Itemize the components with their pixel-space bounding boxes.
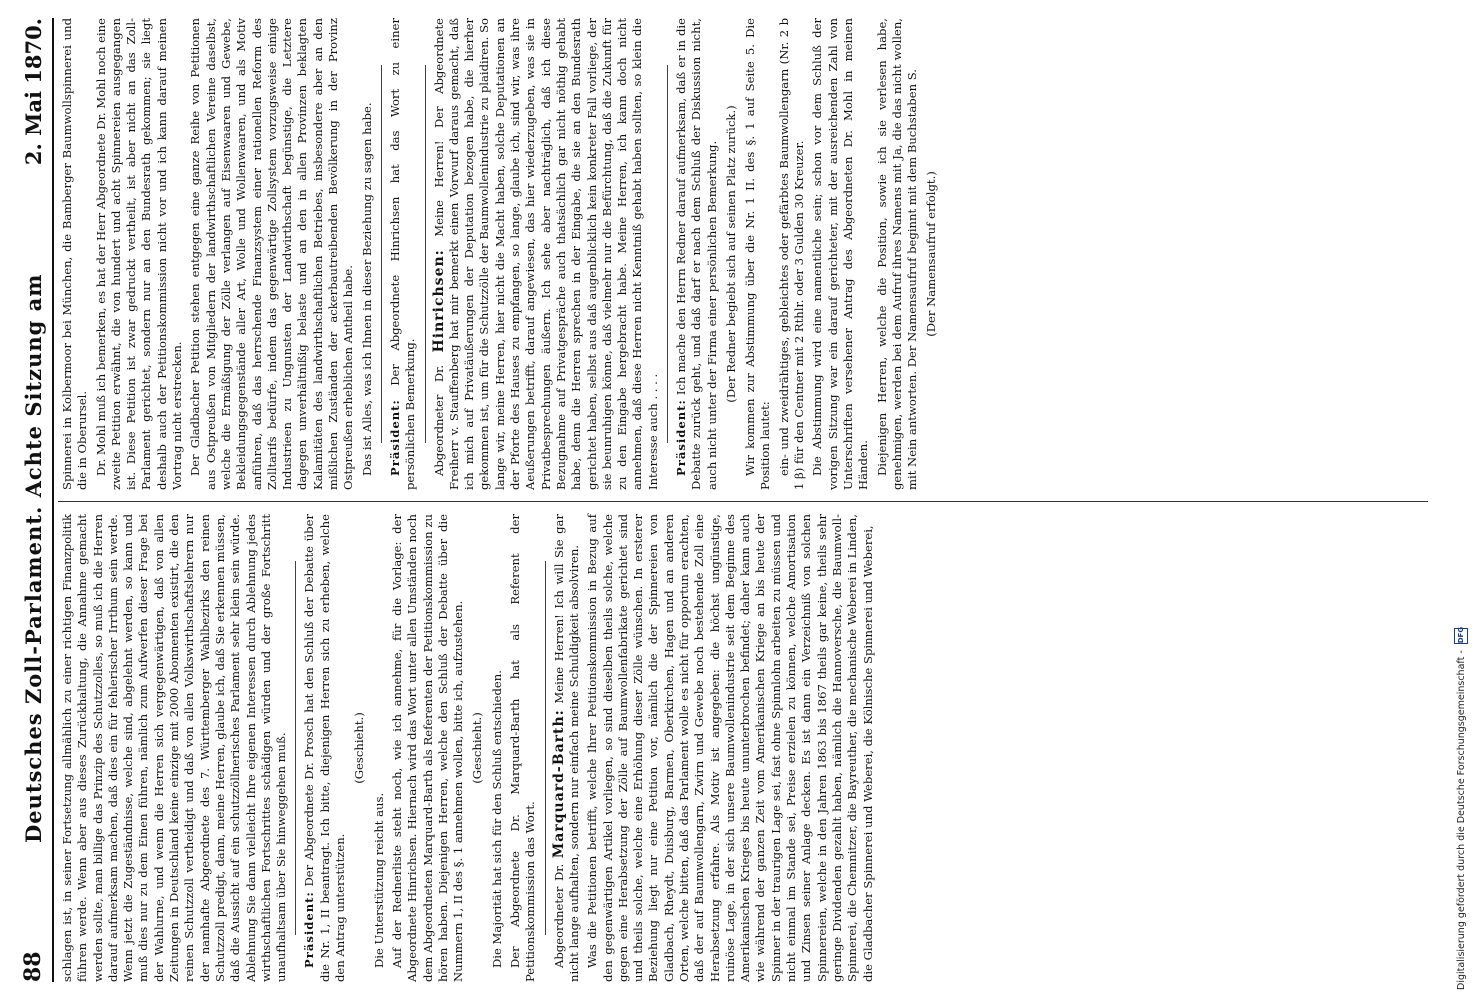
column-divider xyxy=(58,501,1428,502)
speech-text: Ich mache den Herrn Redner darauf aufmerksam, daß er in die Debatte zurück geht, und daß darf er nach dem Schluß der Diskussion nicht, auch nicht unter der Firma einer persönlichen Bemerkung. xyxy=(673,18,719,490)
speech-text: Meine Herren! Der Abgeordnete Freiherr v. Stauffenberg hat mir bemerkt einen Vorwurf daraus gemacht, daß ich mich auf Privatäußerungen der Deputation bezogen habe, die hierher gekommen ist, um für die Schutzzölle der Baumwollenindustrie zu plaidiren. So lange wir, meine Herren, hier nicht die Macht haben, solche Deputationen an der Pforte des Hauses zu empfangen, so lange, glaube ich, sind wir, was ihre Aeußerungen betrifft, darauf angewiesen, das hier wiederzugeben, was sie in Privatbesprechungen äußern. Ich sehe aber nachträglich, daß ich diese Bezugnahme auf Privatgespräche auch thatsächlich gar nicht nöthig gehabt habe, denn die Herren sprechen in der Eingabe, die sie an den Bundesrath gerichtet haben, selbst aus daß augenblicklich kein konkreter Fall vorliege, der sie beunruhigen könne, daß vielmehr nur die Befürchtung, daß die Zukunft für zu den Eingabe hergebracht habe. Meine Herren, ich kann doch nicht annehmen, daß diese Herren nicht Kenntniß gehabt haben sollten, so klein die Interesse auch . . . . xyxy=(431,17,660,490)
section-rule xyxy=(545,561,546,935)
body-paragraph: Der Gladbacher Petition stehen entgegen eine ganze Reihe von Petitionen aus Ostpreußen von Mitgliedern der landwirthschaftlichen Vereine daselbst, welche die Ermäßigung der Zölle verlangen auf Eisenwaaren und Gewebe, Bekleidungsgegenstände aller Art, Wolle und Wollenwaaren, und als Motiv anführen, daß das herrschende Finanzsystem einer rationellen Reform des Zolltarifs bedürfe, indem das gegenwärtige Zollsystem vorzugsweise einige Industrieen zu Ungunsten der Landwirthschaft begünstige, die Letztere dagegen unverhältnißig belaste und an den in allen Provinzen beklagten Kalamitäten des landwirthschaftlichen Betriebes, insbesondere aber an den mißlichen Zuständen der ackerbautreibenden Bevölkerung in der Provinz Ostpreußen erheblichen Antheil habe. xyxy=(188,18,356,490)
body-paragraph: Die Majorität hat sich für den Schluß entschieden. xyxy=(489,670,504,968)
body-paragraph: Dr. Mohl muß ich bemerken, es hat der Herr Abgeordnete Dr. Mohl noch eine zweite Petition erwähnt, die von hundert und acht Spinnereien ausgegangen ist. Diese Petition ist zwar gedruckt vertheilt, ist aber nicht an das Zoll-Parlament gerichtet, sondern nur an den Bundesrath gekommen; sie liegt deshalb auch der Petitionskommission nicht vor und ich kann darauf meinen Vortrag nicht erstrecken. xyxy=(93,18,185,490)
speaker-name: Präsident: xyxy=(387,399,402,476)
funding-sidebar xyxy=(1448,0,1476,1000)
speaker-name: Präsident: xyxy=(673,399,688,476)
speech-paragraph xyxy=(388,18,419,490)
speaker-prefix: Abgeordneter Dr. xyxy=(551,858,566,968)
section-rule xyxy=(425,65,426,443)
header-rule xyxy=(52,18,54,982)
header-title: Deutsches Zoll-Parlament. Achte Sitzung am xyxy=(21,273,46,843)
page-number: 88 xyxy=(20,951,46,982)
page-header xyxy=(16,18,46,982)
header-date: 2. Mai 1870. xyxy=(21,18,46,166)
body-paragraph: Die Unterstützung reicht aus. xyxy=(371,792,386,968)
speech-text: Der Abgeordnete Dr. Prosch hat den Schluß der Debatte über die Nr. 1, II beantragt. Ich bitte, diejenigen Herren sich zu erheben, welche den Antrag unterstützen. xyxy=(302,514,348,982)
section-rule xyxy=(295,561,296,935)
dfg-logo-icon: DFG xyxy=(1454,628,1468,644)
body-paragraph: Was die Petitionen betrifft, welche Ihrer Petitionskommission in Bezug auf den gegenwärtigen Artikel vorliegen, so sind dieselben theils solche, welche gegen eine Herabsetzung der Zölle auf Baumwollenfabrikate gerichtet sind und theils solche, welche eine Erhöhung dieser Zölle wünschen. In ersterer Beziehung liegt nur eine Petition vor, nämlich die der Spinnereien von Gladbach, Rheydt, Duisburg, Barmen, Oberkirchen, Hagen und an anderen Orten, welche bitten, daß das Parlament wolle es nicht für opportun erachten, daß der auf Baumwollengarn, Zwirn und Gewebe noch bestehende Zoll eine Herabsetzung erfahre. Als Motiv ist angegeben: die höchst ungünstige, ruinöse Lage, in der sich unsere Baumwollenindustrie seit dem Beginne des Amerikanischen Krieges bis heute ununterbrochen befindet; daher kann auch wie während der ganzen Zeit vom Amerikanischen Kriege an bis heute der Spinner in der traurigen Lage sei, fast ohne Spinnlohn arbeiten zu müssen und nicht einmal im Stande sei, Preise erzielen zu können, welche Amortisation und Zinsen seiner Anlage decken. Es ist dann ein Verzeichniß von solchen Spinnereien, welche in den Jahren 1863 bis 1867 theils gar keine, theils sehr geringe Dividenden gezahlt haben, nämlich die Hannoversche, die Baumwoll-Spinnerei, die Chemnitzer, die Bayreuther, die mechanische Weberei in Linden, die Gladbacher Spinnerei und Weberei, die Kölnische Spinnerei und Weberei, xyxy=(585,514,875,982)
stage-direction: (Der Redner begiebt sich auf seinen Platz zurück.) xyxy=(723,105,738,403)
body-paragraph: Spinnerei in Kolbermoor bei München, die Bamberger Baumwollspinnerei und die in Oberursel. xyxy=(60,18,90,490)
speech-text: Meine Herren! Ich will Sie gar nicht lange aufhalten, sondern nur einfach meine Schuldigkeit absolviren. xyxy=(551,514,581,982)
body-paragraph: Diejenigen Herren, welche die Position, sowie ich sie verlesen habe, genehmigen, werden bei dem Aufruf ihres Namens mit Ja, die das nicht wollen, mit Nein antworten. Der Namensaufruf beginnt mit dem Buchstaben S. xyxy=(874,18,920,490)
stage-direction: (Geschieht.) xyxy=(352,712,367,784)
left-column xyxy=(60,514,879,982)
body-paragraph: Der Abgeordnete Dr. Marquard-Barth hat als Referent der Petitionskommission das Wort. xyxy=(508,514,538,982)
body-paragraph: Wir kommen zur Abstimmung über die Nr. 1 II. des §. 1 auf Seite 5. Die Position lautet: xyxy=(743,18,773,490)
body-paragraph: schlagen ist, in seiner Fortsetzung allmählich zu einer richtigen Finanzpolitik führen werde. Wenn aber aus dieses Zurückhaltung, die Annahme gemacht werden sollte, man billige das Prinzip des Schutzzolles, so muß ich die Herren darauf aufmerksam machen, daß dies ein für fehlerischer Irrthum sein werde. Wenn jetzt die Zugeständnisse, welche sind, abgelehnt werden, so kann und muß dies nur zu dem Einen führen, nämlich zum Aufwerfen dieser Frage bei der Wahlurne, und wenn die Herren sich vergegenwärtigen, daß von allen Zeitungen in Deutschland keine einzige mit 2000 Abonnenten existirt, die den reinen Schutzzoll vertheidigt und daß von allen Volkswirthschaftslehrern nur der namhafte Abgeordnete des 7. Württemberger Wahlbezirks den reinen Schutzzoll predigt, dann, meine Herren, glaube ich, daß Sie erkennen müssen, daß die Aussicht auf ein schutzzöllnerisches Parlament sehr klein sein würde. Ablehnung Sie dann vielleicht Ihre eigenen Interessen durch Ablehnung jedes wirthschaftlichen Fortschrittes schädigen würden und der große Fortschritt unaufhaltsam über Sie hinweggehen muß. xyxy=(60,514,289,982)
speech-paragraph xyxy=(674,18,720,490)
speech-paragraph xyxy=(552,514,583,982)
stage-direction: (Geschieht.) xyxy=(470,712,485,784)
right-column xyxy=(60,18,944,490)
section-rule xyxy=(381,65,382,443)
speaker-prefix: Abgeordneter Dr. xyxy=(431,352,446,476)
funding-note: Digitalisierung gefördert durch die Deutsche Forschungsgemeinschaft - xyxy=(1455,650,1467,990)
speaker-name: Präsident: xyxy=(302,891,317,968)
speaker-name: Hinrichsen: xyxy=(430,249,447,353)
section-rule xyxy=(667,65,668,443)
speaker-name: Marquard-Barth: xyxy=(550,709,567,859)
body-paragraph: Das ist Alles, was ich Ihnen in dieser Beziehung zu sagen habe. xyxy=(359,102,374,476)
body-paragraph: ein- und zweidrähtiges, gebleichtes oder gefärbtes Baumwollengarn (Nr. 2 b 1 β) für den Centner mit 2 Rthlr. oder 3 Gulden 30 Kreuzer. xyxy=(776,18,807,490)
body-paragraph: Auf der Rednerliste steht noch, wie ich annehme, für die Vorlage: der Abgeordnete Hinrichsen. Hiernach wird das Wort unter allen Umständen noch dem Abgeordneten Marquard-Barth als Referenten der Petitionskommission zu hören haben. Diejenigen Herren, welche den Schluß der Debatte über die Nummern 1, II des §. 1 annehmen wollen, bitte ich, aufzustehen. xyxy=(389,514,466,982)
speech-paragraph xyxy=(302,514,348,982)
speech-paragraph xyxy=(432,18,661,490)
stage-direction: (Der Namensaufruf erfolgt.) xyxy=(924,171,939,337)
body-paragraph: Die Abstimmung wird eine namentliche sein; schon vor dem Schluß der vorigen Sitzung war ein darauf gerichteter, mit der ausreichenden Zahl von Unterschriften versehener Antrag des Abgeordneten Dr. Mohl in meinen Händen. xyxy=(810,18,871,490)
speech-text: Der Abgeordnete Hinrichsen hat das Wort zu einer persönlichen Bemerkung. xyxy=(387,18,418,490)
